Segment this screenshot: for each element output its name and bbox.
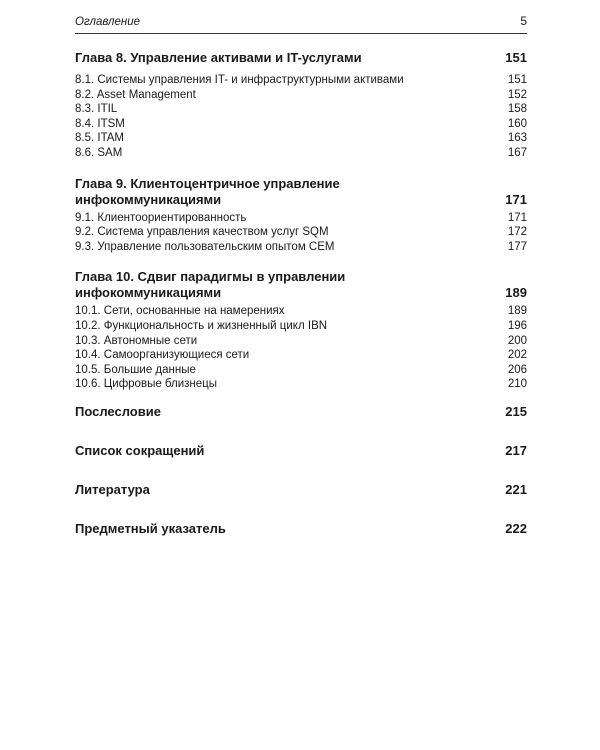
chapter-10-page: 189	[505, 285, 527, 301]
toc-entry-10-2[interactable]	[75, 319, 527, 334]
backmatter-page: 222	[505, 520, 527, 536]
toc-entry-8-5[interactable]	[75, 131, 527, 146]
toc-entry-page: 177	[507, 240, 527, 253]
toc-entry-label: 10.4. Самоорганизующиеся сети	[75, 349, 250, 362]
chapter-9-page: 171	[505, 191, 527, 207]
toc-entry-page: 167	[507, 146, 527, 159]
backmatter-afterword[interactable]	[75, 404, 527, 420]
toc-entry-10-4[interactable]	[75, 348, 527, 363]
toc-entry-10-5[interactable]	[75, 363, 527, 378]
running-header	[75, 15, 527, 34]
toc-entry-8-3[interactable]	[75, 102, 527, 117]
toc-entry-page: 152	[507, 88, 527, 101]
backmatter-label: Послесловие	[75, 403, 161, 419]
toc-entry-label: 8.2. Asset Management	[75, 88, 196, 101]
chapter-9-block	[75, 176, 527, 255]
chapter-8-heading[interactable]	[75, 50, 527, 66]
toc-entry-page: 196	[507, 319, 527, 332]
toc-entry-page: 171	[507, 211, 527, 224]
backmatter-page: 217	[505, 442, 527, 458]
chapter-10-title-line1: Глава 10. Сдвиг парадигмы в управлении	[75, 269, 346, 285]
toc-entry-label: 9.1. Клиентоориентированность	[75, 211, 247, 224]
toc-entry-page: 160	[507, 117, 527, 130]
toc-entry-page: 206	[507, 363, 527, 376]
table-of-contents	[75, 50, 527, 537]
toc-entry-page: 172	[507, 226, 527, 239]
chapter-9-title-line1: Глава 9. Клиентоцентричное управление	[75, 175, 340, 191]
toc-entry-8-2[interactable]	[75, 88, 527, 103]
toc-entry-label: 8.4. ITSM	[75, 117, 125, 130]
toc-entry-10-3[interactable]	[75, 334, 527, 349]
toc-entry-page: 189	[507, 305, 527, 318]
backmatter-literature[interactable]	[75, 482, 527, 498]
page-number: 5	[520, 14, 527, 28]
backmatter-label: Литература	[75, 481, 150, 497]
backmatter-label: Список сокращений	[75, 442, 205, 458]
chapter-10-heading[interactable]	[75, 269, 527, 301]
backmatter-page: 215	[505, 403, 527, 419]
backmatter-page: 221	[505, 481, 527, 497]
chapter-9-heading[interactable]	[75, 176, 527, 208]
toc-entry-label: 10.2. Функциональность и жизненный цикл IBN	[75, 319, 328, 332]
toc-entry-label: 8.1. Системы управления IT- и инфраструктурными активами	[75, 74, 404, 86]
backmatter-abbreviations[interactable]	[75, 443, 527, 459]
toc-entry-page: 200	[507, 334, 527, 347]
toc-entry-9-1[interactable]	[75, 211, 527, 226]
toc-entry-8-6[interactable]	[75, 146, 527, 161]
toc-entry-label: 10.5. Большие данные	[75, 363, 196, 376]
toc-entry-label: 8.3. ITIL	[75, 103, 118, 116]
running-header-title: Оглавление	[75, 16, 140, 28]
chapter-9-title-line2: инфокоммуникациями	[75, 191, 222, 207]
backmatter-label: Предметный указатель	[75, 520, 226, 536]
chapter-10-block	[75, 269, 527, 392]
toc-entry-label: 8.6. SAM	[75, 146, 123, 159]
toc-entry-label: 9.3. Управление пользовательским опытом CEM	[75, 240, 335, 253]
toc-entry-page: 151	[507, 74, 527, 86]
toc-entry-9-2[interactable]	[75, 225, 527, 240]
toc-entry-label: 8.5. ITAM	[75, 132, 124, 145]
toc-entry-page: 163	[507, 132, 527, 145]
toc-entry-label: 9.2. Система управления качеством услуг SQM	[75, 226, 329, 239]
toc-entry-10-6[interactable]	[75, 377, 527, 392]
toc-entry-8-4[interactable]	[75, 117, 527, 132]
chapter-10-title-line2: инфокоммуникациями	[75, 285, 222, 301]
toc-entry-label: 10.6. Цифровые близнецы	[75, 378, 217, 391]
toc-entry-label: 10.3. Автономные сети	[75, 334, 198, 347]
toc-entry-label: 10.1. Сети, основанные на намерениях	[75, 305, 285, 318]
toc-entry-10-1[interactable]	[75, 304, 527, 319]
chapter-8-block	[75, 50, 527, 161]
chapter-8-title: Глава 8. Управление активами и IT-услугами	[75, 50, 362, 65]
chapter-8-page: 151	[505, 50, 527, 65]
toc-entry-page: 202	[507, 349, 527, 362]
backmatter-index[interactable]	[75, 521, 527, 537]
toc-entry-9-3[interactable]	[75, 240, 527, 255]
toc-entry-page: 210	[507, 378, 527, 391]
toc-entry-8-1[interactable]	[75, 73, 527, 88]
toc-entry-page: 158	[507, 103, 527, 116]
